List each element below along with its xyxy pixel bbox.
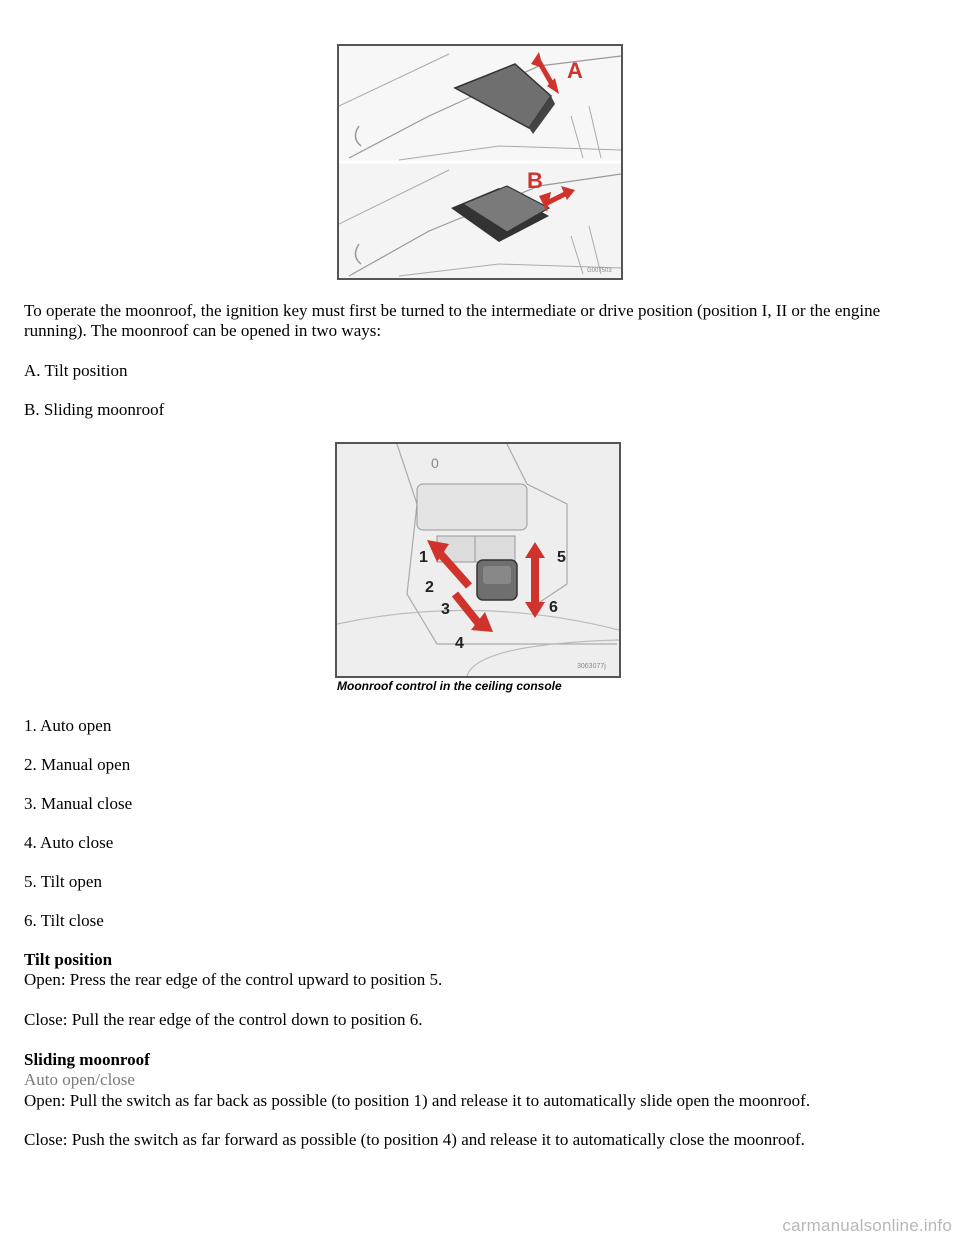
sliding-close-text: Close: Push the switch as far forward as possible (to position 4) and release it to automatically close the moonroof. bbox=[24, 1130, 805, 1149]
way-b: B. Sliding moonroof bbox=[24, 400, 165, 419]
position-6: 6. Tilt close bbox=[24, 911, 104, 930]
tilt-open-text: Open: Press the rear edge of the control upward to position 5. bbox=[24, 970, 443, 989]
number-5: 5 bbox=[557, 549, 566, 566]
number-3: 3 bbox=[441, 601, 450, 618]
sliding-open-text: Open: Pull the switch as far back as possible (to position 1) and release it to automatically slide open the moonroof. bbox=[24, 1091, 811, 1110]
moonroof-control-figure bbox=[335, 442, 621, 678]
figure2-caption: Moonroof control in the ceiling console bbox=[337, 679, 562, 693]
label-b: B bbox=[527, 168, 543, 193]
sliding-heading: Sliding moonroof bbox=[24, 1050, 150, 1069]
number-4: 4 bbox=[455, 635, 464, 652]
way-a: A. Tilt position bbox=[24, 361, 128, 380]
tilt-heading: Tilt position bbox=[24, 950, 113, 969]
svg-text:0: 0 bbox=[431, 455, 439, 471]
position-2: 2. Manual open bbox=[24, 755, 131, 774]
moonroof-positions-figure bbox=[337, 44, 623, 280]
position-5: 5. Tilt open bbox=[24, 872, 102, 891]
position-4: 4. Auto close bbox=[24, 833, 114, 852]
number-6: 6 bbox=[549, 599, 558, 616]
figure2-code: 3063077j bbox=[577, 663, 606, 670]
label-a: A bbox=[567, 58, 583, 83]
number-1: 1 bbox=[419, 549, 428, 566]
sliding-subheading: Auto open/close bbox=[24, 1070, 135, 1089]
tilt-close-text: Close: Pull the rear edge of the control down to position 6. bbox=[24, 1010, 423, 1029]
number-2: 2 bbox=[425, 579, 434, 596]
figure1-code: G007503 bbox=[587, 268, 612, 274]
watermark: carmanualsonline.info bbox=[782, 1216, 952, 1235]
moonroof-control-illustration bbox=[337, 444, 619, 676]
position-3: 3. Manual close bbox=[24, 794, 133, 813]
position-1: 1. Auto open bbox=[24, 716, 112, 735]
intro-paragraph: To operate the moonroof, the ignition key must first be turned to the intermediate or drive position (position I, II or the engine running). The moonroof can be opened in two ways: bbox=[24, 301, 881, 340]
moonroof-positions-illustration bbox=[339, 46, 621, 278]
